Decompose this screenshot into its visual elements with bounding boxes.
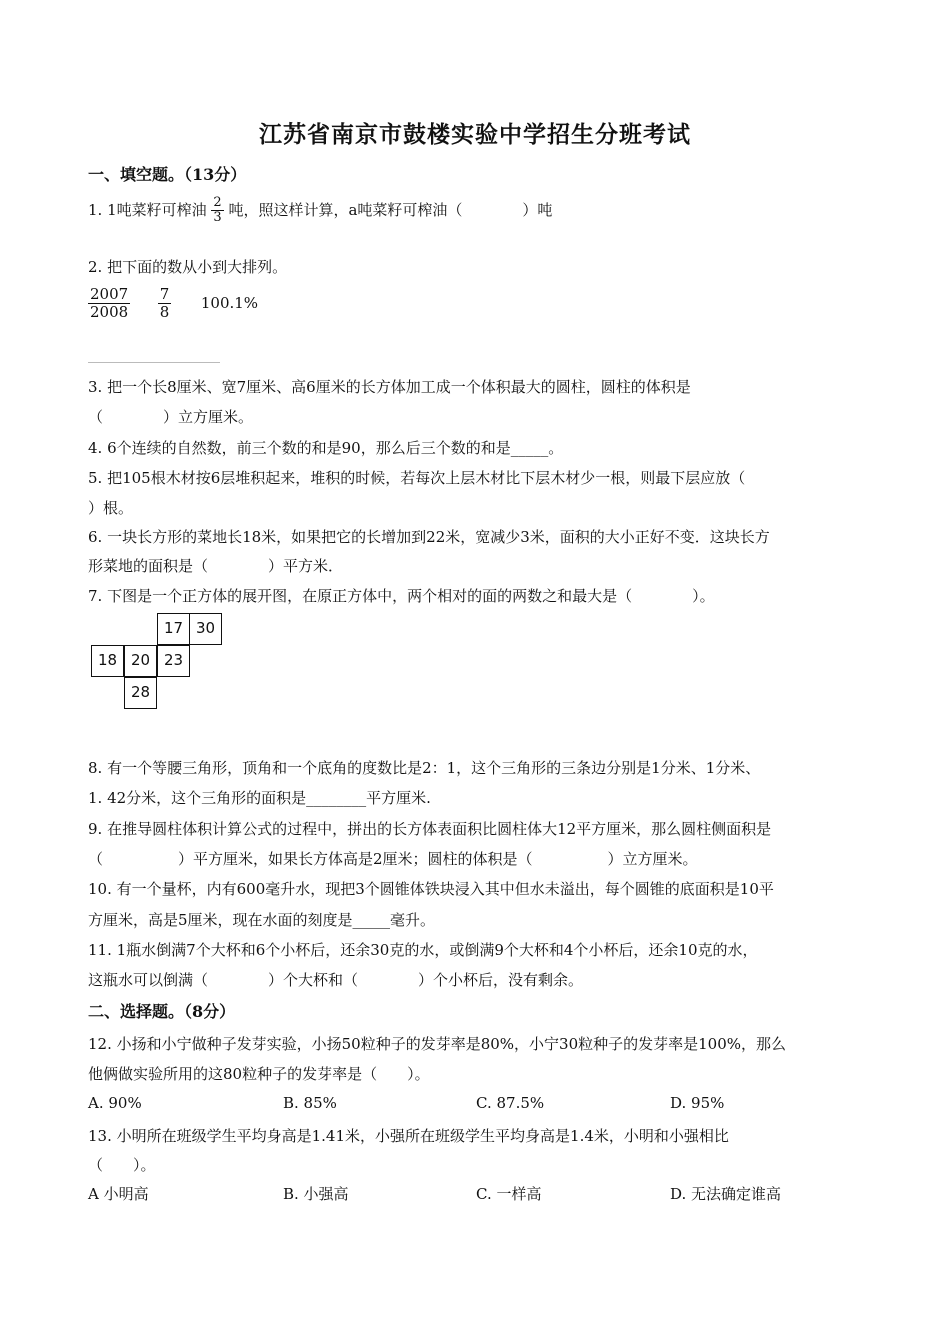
fraction-7-8 (158, 286, 172, 320)
question-12-line-2: 他俩做实验所用的这80粒种子的发芽率是（ ）。 (88, 1065, 430, 1083)
cube-face: 28 (124, 677, 157, 709)
question-5-line-1: 5. 把105根木材按6层堆积起来，堆积的时候，若每次上层木材比下层木材少一根，则最下层应放（ (88, 469, 746, 487)
option-d[interactable]: D. 无法确定谁高 (670, 1185, 782, 1203)
question-1 (88, 196, 552, 226)
question-6-line-1: 6. 一块长方形的菜地长18米，如果把它的长增加到22米，宽减少3米，面积的大小正好不变．这块长方 (88, 528, 770, 546)
page-title: 江苏省南京市鼓楼实验中学招生分班考试 (259, 121, 691, 148)
question-9-line-1: 9. 在推导圆柱体积计算公式的过程中，拼出的长方体表面积比圆柱体大12平方厘米，那么圆柱侧面积是 (88, 820, 772, 838)
option-c[interactable]: C. 一样高 (476, 1185, 542, 1203)
question-11-line-2: 这瓶水可以倒满（ ）个大杯和（ ）个小杯后，没有剩余。 (88, 971, 584, 989)
question-11-line-1: 11. 1瓶水倒满7个大杯和6个小杯后，还余30克的水，或倒满9个大杯和4个小杯后，还余10克的水， (88, 941, 758, 959)
option-a[interactable]: A. 90% (88, 1094, 142, 1112)
question-13-line-1: 13. 小明所在班级学生平均身高是1.41米，小强所在班级学生平均身高是1.4米，小明和小强相比 (88, 1127, 729, 1145)
question-1-suffix: 吨，照这样计算，a吨菜籽可榨油（ ）吨 (228, 200, 553, 219)
option-b[interactable]: B. 85% (283, 1094, 337, 1112)
option-a[interactable]: A 小明高 (88, 1185, 149, 1203)
cube-face: 30 (189, 613, 222, 645)
question-3-line-1: 3. 把一个长8厘米、宽7厘米、高6厘米的长方体加工成一个体积最大的圆柱，圆柱的体积是 (88, 378, 691, 396)
fraction-numerator: 2 (213, 195, 222, 210)
question-12-line-1: 12. 小扬和小宁做种子发芽实验，小扬50粒种子的发芽率是80%，小宁30粒种子的发芽率是100%，那么 (88, 1035, 787, 1053)
option-c[interactable]: C. 87.5% (476, 1094, 545, 1112)
fraction-2007-2008 (88, 286, 130, 320)
cube-face: 18 (91, 645, 124, 677)
question-2-numbers (88, 286, 258, 320)
question-2: 2. 把下面的数从小到大排列。 (88, 258, 288, 276)
question-6-line-2: 形菜地的面积是（ ）平方米． (88, 557, 344, 575)
fraction-denominator: 3 (213, 210, 222, 226)
fraction-numerator: 7 (159, 285, 170, 303)
question-9-line-2: （ ）平方厘米，如果长方体高是2厘米；圆柱的体积是（ ）立方厘米。 (88, 850, 698, 868)
section-choice-heading: 二、选择题。（8分） (88, 1002, 236, 1021)
question-4: 4. 6个连续的自然数，前三个数的和是90，那么后三个数的和是_____。 (88, 439, 564, 457)
question-7: 7. 下图是一个正方体的展开图，在原正方体中，两个相对的面的两数之和最大是（ ）。 (88, 587, 715, 605)
option-d[interactable]: D. 95% (670, 1094, 725, 1112)
question-5-line-2: ）根。 (88, 499, 134, 517)
question-10-line-2: 方厘米，高是5厘米，现在水面的刻度是_____毫升。 (88, 911, 436, 929)
question-8-line-2: 1. 42分米，这个三角形的面积是________平方厘米. (88, 789, 431, 807)
question-13-line-2: （ ）。 (88, 1156, 156, 1174)
section-fill-blank-heading: 一、填空题。（13分） (88, 165, 247, 184)
cube-face: 23 (157, 645, 190, 677)
cube-face: 17 (157, 613, 190, 645)
question-1-prefix: 1. 1吨菜籽可榨油 (88, 200, 207, 219)
question-8-line-1: 8. 有一个等腰三角形，顶角和一个底角的度数比是2：1，这个三角形的三条边分别是1分米、1分米、 (88, 759, 761, 777)
fraction-two-thirds (211, 196, 223, 226)
fraction-denominator: 8 (159, 302, 170, 321)
percent-value: 100.1% (200, 294, 259, 312)
question-10-line-1: 10. 有一个量杯，内有600毫升水，现把3个圆锥体铁块浸入其中但水未溢出，每个圆锥的底面积是10平 (88, 880, 774, 898)
cube-face: 20 (124, 645, 157, 677)
option-b[interactable]: B. 小强高 (283, 1185, 349, 1203)
question-3-line-2: （ ）立方厘米。 (88, 408, 254, 426)
fraction-denominator: 2008 (90, 302, 129, 321)
divider-line (88, 362, 220, 363)
fraction-numerator: 2007 (90, 285, 129, 303)
